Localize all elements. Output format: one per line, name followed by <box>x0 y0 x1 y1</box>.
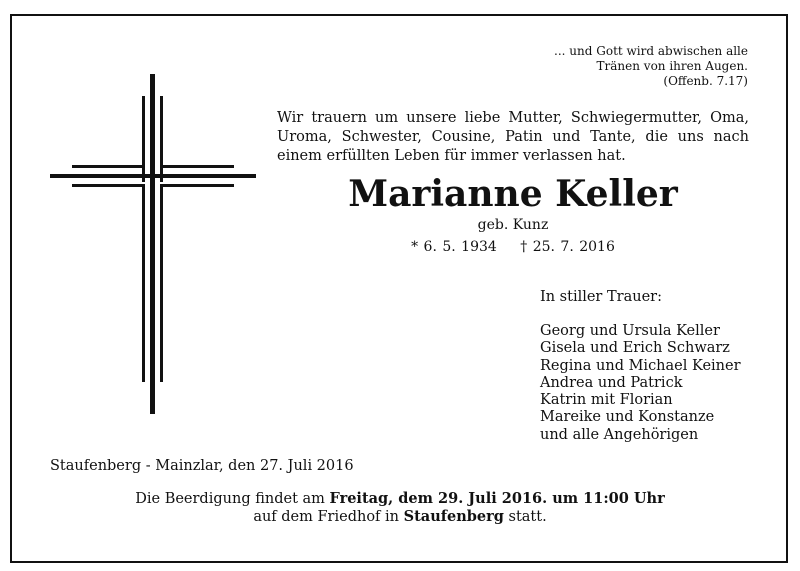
quote-line-2: Tränen von ihren Augen. <box>596 59 748 73</box>
funeral-prefix: Die Beerdigung findet am <box>135 491 330 507</box>
list-item: Andrea und Patrick <box>540 374 683 391</box>
funeral-line2-suffix: statt. <box>503 509 547 525</box>
quote-line-1: ... und Gott wird abwischen alle <box>554 44 748 58</box>
birth-name: geb. Kunz <box>477 217 549 233</box>
list-item: Georg und Ursula Keller <box>540 323 720 339</box>
funeral-line2-prefix: auf dem Friedhof in <box>253 509 404 525</box>
cross-icon <box>50 74 256 414</box>
place-date: Staufenberg - Mainzlar, den 27. Juli 2016 <box>50 458 354 474</box>
mourners-list <box>540 323 741 444</box>
funeral-place: Staufenberg <box>403 508 504 525</box>
list-item: Regina und Michael Keiner <box>540 357 741 374</box>
funeral-info <box>20 490 780 526</box>
list-item: Katrin mit Florian <box>540 392 673 409</box>
funeral-date-time: Freitag, dem 29. Juli 2016. um 11:00 Uhr <box>329 490 665 507</box>
list-item: Mareike und Konstanze <box>540 409 715 426</box>
birth-date: * 6. 5. 1934 <box>411 239 497 255</box>
quote-reference: (Offenb. 7.17) <box>663 74 748 88</box>
bible-quote <box>488 44 748 89</box>
life-dates <box>277 238 749 256</box>
list-item: und alle Angehörigen <box>540 426 699 443</box>
intro-text: Wir trauern um unsere liebe Mutter, Schwiegermutter, Oma, Uroma, Schwester, Cousine, Patin und Tante, die uns nach einem erfüllten Leben für immer verlassen hat. <box>277 110 749 164</box>
death-date: † 25. 7. 2016 <box>520 239 615 255</box>
deceased-name: Marianne Keller <box>348 173 678 215</box>
list-item: Gisela und Erich Schwarz <box>540 340 730 357</box>
mourners-heading: In stiller Trauer: <box>540 289 662 305</box>
